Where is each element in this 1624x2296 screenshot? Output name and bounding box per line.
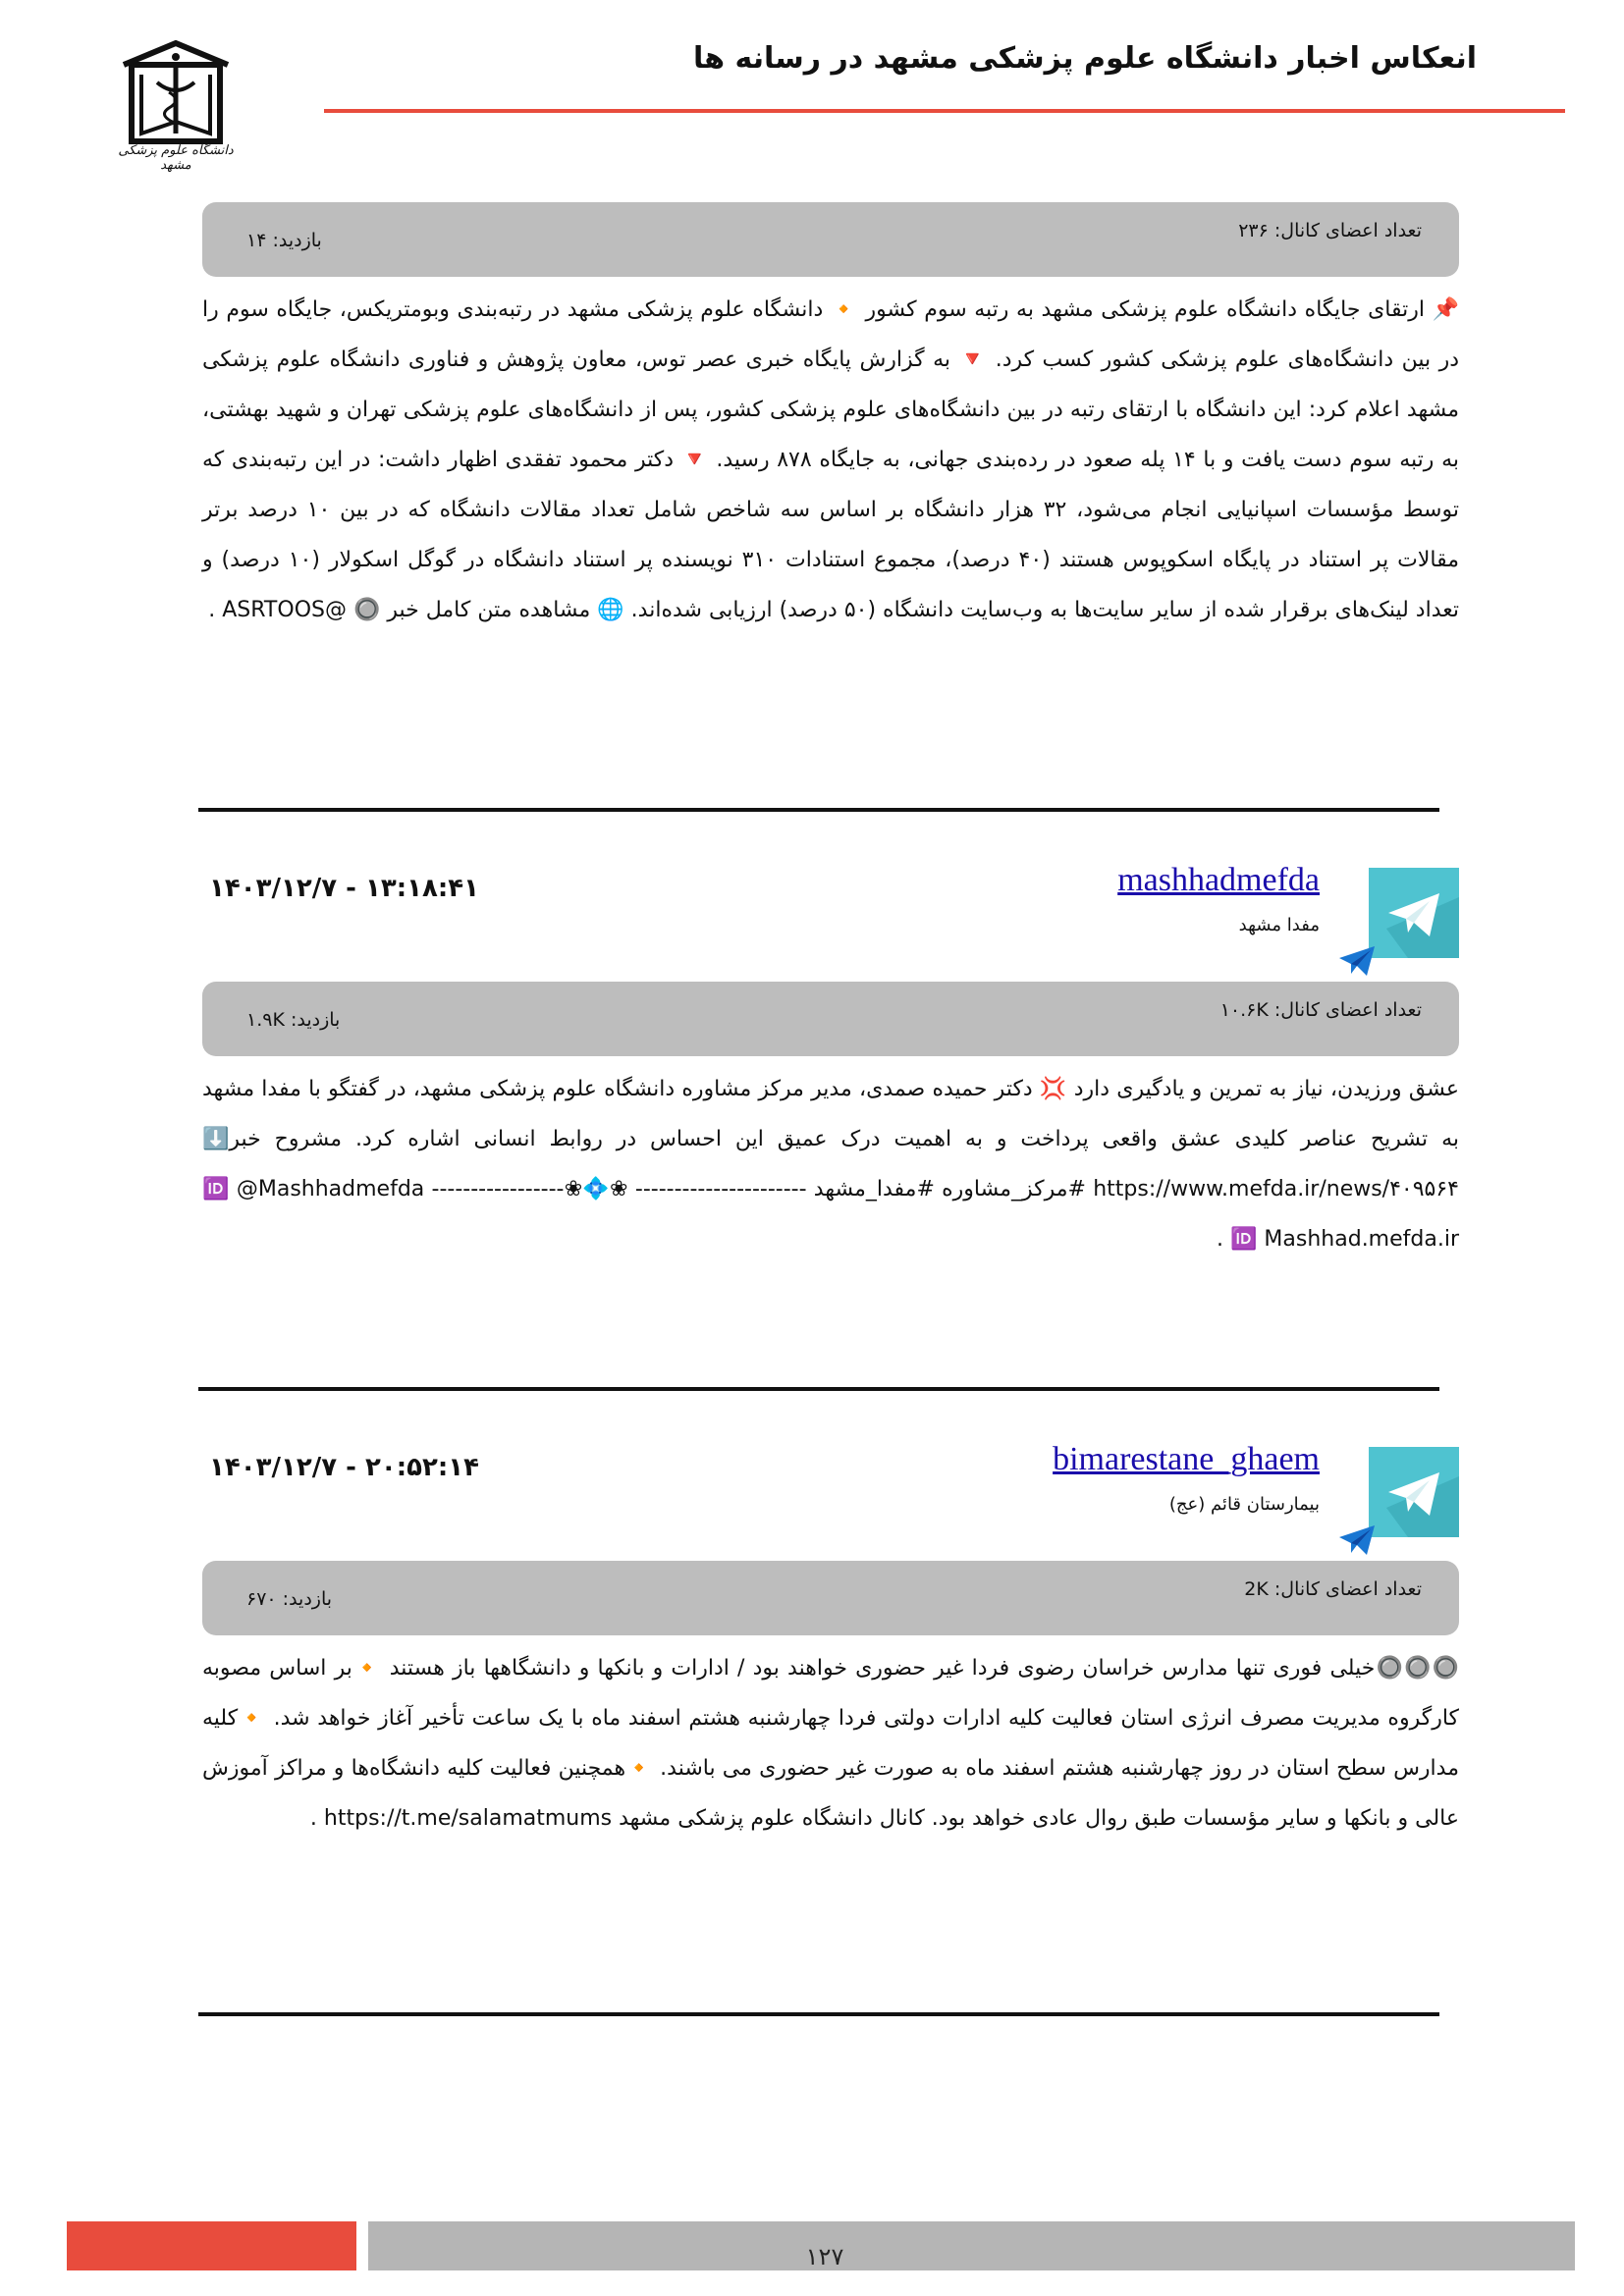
post-body-text: 📌 ارتقای جایگاه دانشگاه علوم پزشکی مشهد به رتبه سوم کشور 🔸 دانشگاه علوم پزشکی مشهد در رتبه‌بندی وبومتریکس، جایگاه سوم را در بین دانشگاه‌های علوم پزشکی کشور کسب کرد. 🔻 به گزارش پایگاه خبری عصر توس، معاون پژوهش و فناوری دانشگاه علوم پزشکی مشهد اعلام کرد: این دانشگاه با ارتقای رتبه در بین دانشگاه‌های علوم پزشکی کشور، پس از دانشگاه‌های علوم پزشکی تهران و شهید بهشتی، به رتبه سوم دست یافت و با ۱۴ پله صعود در رده‌بندی جهانی، به جایگاه ۸۷۸ رسید. 🔻 دکتر محمود تفقدی اظهار داشت: در این رتبه‌بندی که توسط مؤسسات اسپانیایی انجام می‌شود، ۳۲ هزار دانشگاه بر اساس سه شاخص شامل تعداد مقالات دانشگاه که در بین ۱۰ درصد برتر مقالات پر استناد در پایگاه اسکوپوس هستند (۴۰ درصد)، مجموع استنادات ۳۱۰ نویسنده پر استناد دانشگاه در گوگل اسکولار (۱۰ درصد) و تعداد لینک‌های برقرار شده از سایر سایت‌ها به وب‌سایت دانشگاه (۵۰ درصد) ارزیابی شده‌اند. 🌐 مشاهده متن کامل خبر 🔘 @ASRTOOS .	[202, 297, 1459, 622]
channel-members-count: تعداد اعضای کانال: ۲۳۶	[1238, 220, 1422, 241]
post-separator	[198, 1387, 1439, 1391]
header-divider	[324, 109, 1565, 113]
channel-name: بیمارستان قائم (عج)	[1168, 1494, 1320, 1515]
post-body-text: 🔘🔘🔘خیلی فوری تنها مدارس خراسان رضوی فردا غیر حضوری خواهند بود / ادارات و بانکها و دانشگاهها باز هستند 🔸بر اساس مصوبه کارگروه مدیریت مصرف انرژی استان فعالیت کلیه ادارات دولتی فردا چهارشنبه هشتم اسفند ماه با یک ساعت تأخیر آغاز خواهد شد. 🔸کلیه مدارس سطح استان در روز چهارشنبه هشتم اسفند ماه به صورت غیر حضوری می باشند. 🔸همچنین فعالیت کلیه دانشگاه‌ها و مراکز آموزش عالی و بانکها و سایر مؤسسات طبق روال عادی خواهد بود. کانال دانشگاه علوم پزشکی مشهد https://t.me/salamatmums .	[202, 1656, 1459, 1831]
logo-caption: دانشگاه علوم پزشکی مشهد	[118, 143, 234, 173]
telegram-plane-icon	[1337, 1523, 1377, 1557]
telegram-channel-icon	[1369, 1447, 1459, 1537]
post-body-text: عشق ورزیدن، نیاز به تمرین و یادگیری دارد 💢 دکتر حمیده صمدی، مدیر مرکز مشاوره دانشگاه علوم پزشکی مشهد، در گفتگو با مفدا مشهد به تشریح عناصر کلیدی عشق واقعی پرداخت و به اهمیت درک عمیق این احساس در روابط انسانی اشاره کرد. مشروح خبر⬇️ https://www.mefda.ir/news/۴۰۹۵۶۴ #مرکز_مشاوره #مفدا_مشهد ---------------------- ❀💠❀----------------- 🆔 @Mashhadmefda 🆔 Mashhad.mefda.ir .	[202, 1077, 1459, 1252]
page-number: ۱۲۷	[805, 2243, 844, 2270]
channel-name: مفدا مشهد	[1238, 915, 1320, 935]
footer-accent-bar	[67, 2221, 356, 2270]
footer-bar	[368, 2221, 1575, 2270]
post-meta-bar	[202, 1561, 1459, 1635]
post-datetime: ۱۴۰۳/۱۲/۷ - ۱۳:۱۸:۴۱	[209, 874, 479, 903]
view-count: بازدید: ۶۷۰	[246, 1588, 333, 1610]
page-header-title: انعکاس اخبار دانشگاه علوم پزشکی مشهد در رسانه ها	[693, 41, 1477, 76]
channel-members-count: تعداد اعضای کانال: 2K	[1244, 1578, 1422, 1600]
view-count: بازدید: ۱.۹K	[246, 1009, 341, 1031]
post-meta-bar	[202, 982, 1459, 1056]
post-datetime: ۱۴۰۳/۱۲/۷ - ۲۰:۵۲:۱۴	[209, 1453, 479, 1482]
telegram-channel-icon	[1369, 868, 1459, 958]
view-count: بازدید: ۱۴	[246, 230, 322, 251]
post-meta-bar	[202, 202, 1459, 277]
channel-members-count: تعداد اعضای کانال: ۱۰.۶K	[1219, 999, 1422, 1021]
channel-handle-link[interactable]: mashhadmefda	[1117, 862, 1320, 898]
channel-handle-link[interactable]: bimarestane_ghaem	[1053, 1441, 1320, 1477]
telegram-plane-icon	[1337, 944, 1377, 978]
post-separator	[198, 2012, 1439, 2016]
post-separator	[198, 808, 1439, 812]
